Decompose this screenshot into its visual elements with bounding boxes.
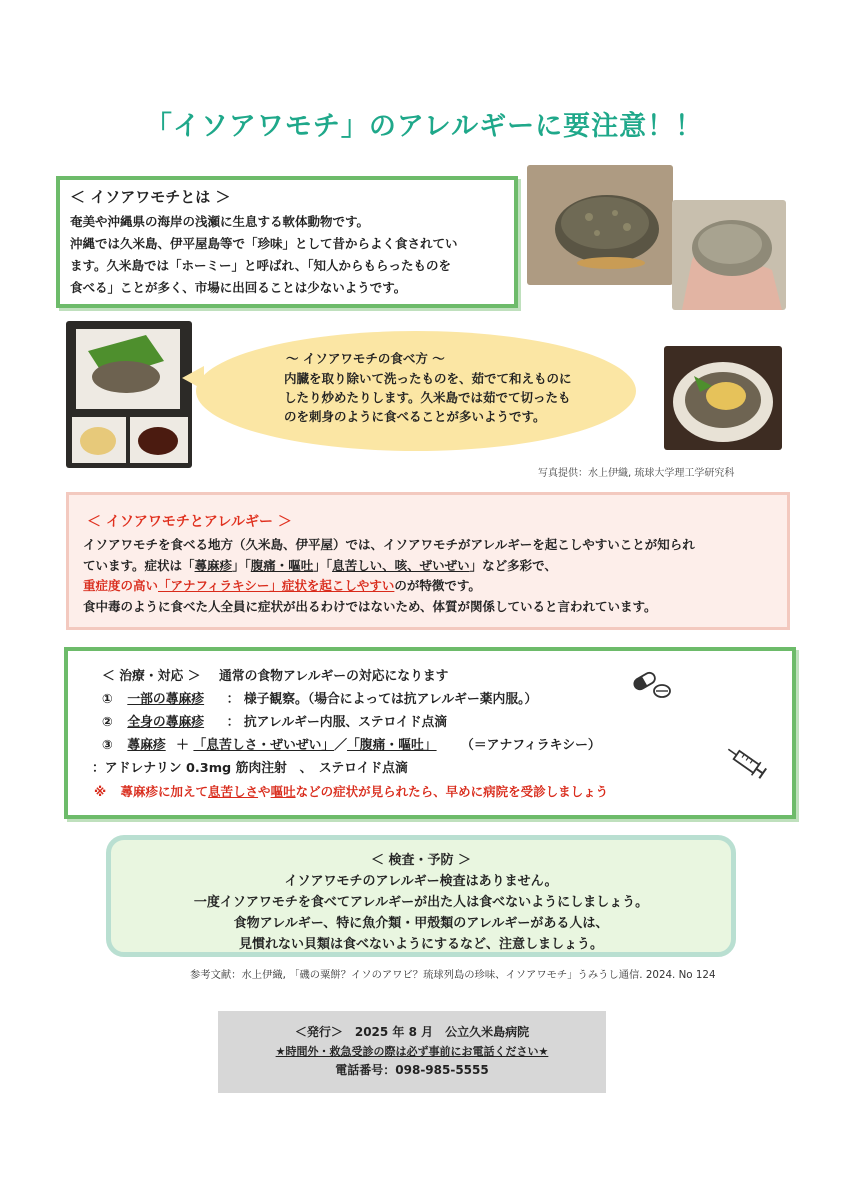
about-line: 食べる」ことが多く、市場に出回ることは少ないようです。 — [70, 280, 407, 295]
sea-slug-photo — [527, 165, 673, 285]
plus-sign: ＋ — [176, 738, 189, 753]
about-section — [56, 176, 518, 308]
treatment-item-anaphylaxis — [102, 734, 780, 757]
eating-section — [284, 349, 634, 426]
item-label: 一部の蕁麻疹 — [127, 692, 205, 707]
allergy-severity-line — [83, 576, 773, 597]
warning-text: 嘔吐 — [270, 784, 296, 799]
item-number: ③ — [102, 738, 113, 753]
photo-credit: 写真提供：水上伊織, 琉球大学理工学研究科 — [538, 468, 735, 479]
page-title: 「イソアワモチ」のアレルギーに要注意！！ — [144, 111, 704, 142]
treatment-item — [102, 688, 780, 711]
text-span: 」「 — [232, 557, 251, 573]
item-label: 蕁麻疹 — [127, 738, 166, 753]
about-line: 奄美や沖縄県の海岸の浅瀬に生息する軟体動物です。 — [70, 214, 370, 229]
treatment-note: 通常の食物アレルギーの対応になります — [218, 669, 449, 684]
prevention-line: 食物アレルギー、特に魚介類・甲殻類のアレルギーがある人は、 — [233, 916, 609, 931]
severity-text: 重症度の高い — [83, 578, 159, 593]
anaphylaxis-text: 「アナフィラキシー」症状を起こしやすい — [158, 578, 395, 593]
pill-icon — [632, 670, 672, 700]
item-label: 「腹痛・嘔吐」 — [347, 738, 437, 753]
text-span: 」など多彩で、 — [469, 557, 557, 573]
warning-line — [94, 780, 780, 803]
prevention-heading: ＜ 検査・予防 ＞ — [370, 853, 472, 868]
sea-slug-hand-photo — [672, 200, 786, 310]
warning-text: 蕁麻疹に加えて — [120, 784, 209, 799]
reference: 参考文献：水上伊織, 「磯の粟餅？イソのアワビ？琉球列島の珍味、イソアワモチ」うみうし通信. 2024. No 124 — [190, 969, 716, 981]
call-notice: ★時間外・救急受診の際は必ず事前にお電話ください★ — [275, 1045, 549, 1058]
item-number: ② — [102, 715, 113, 730]
about-line: 沖縄では久米島、伊平屋島等で「珍味」として昔からよく食されてい — [70, 236, 458, 251]
prevention-line: 一度イソアワモチを食べてアレルギーが出た人は食べないようにしましょう。 — [193, 895, 649, 910]
prevention-line: 見慣れない貝類は食べないようにするなど、注意しましょう。 — [238, 937, 603, 952]
item-text: 抗アレルギー内服、ステロイド点滴 — [243, 715, 448, 730]
text-span: のが特徴です。 — [394, 578, 481, 593]
symptom-abdominal: 腹痛・嘔吐 — [250, 557, 314, 573]
symptom-hives: 蕁麻疹 — [194, 557, 233, 573]
slash: ／ — [334, 738, 347, 753]
treatment-heading: ＜ 治療・対応 ＞ — [102, 669, 201, 684]
item-sep: ： — [226, 692, 240, 707]
allergy-symptoms-line — [83, 556, 773, 577]
publisher-footer — [218, 1011, 606, 1093]
about-line: ます。久米島では「ホーミー」と呼ばれ、「知人からもらったものを — [70, 258, 452, 273]
warning-text: 息苦しさ — [208, 784, 259, 799]
bowl-photo — [664, 346, 782, 450]
warning-text: などの症状が見られたら、早めに病院を受診しましょう — [295, 784, 609, 799]
treatment-detail: ：アドレナリン 0.3mg 筋肉注射 、 ステロイド点滴 — [92, 761, 408, 776]
item-label: 全身の蕁麻疹 — [127, 715, 205, 730]
treatment-header-row — [102, 665, 780, 688]
issue-info: ＜発行＞ 2025 年 8 月 公立久米島病院 — [294, 1025, 530, 1039]
treatment-section — [64, 647, 796, 819]
phone-number: 電話番号：098-985-5555 — [335, 1063, 489, 1077]
treatment-item — [102, 711, 780, 734]
eating-heading: ～ イソアワモチの食べ方 ～ — [286, 351, 445, 366]
dish-photo — [66, 321, 192, 468]
warning-text: や — [258, 784, 271, 799]
allergy-section — [66, 492, 790, 630]
item-text: 様子観察。（場合によっては抗アレルギー薬内服。） — [243, 692, 538, 707]
warning-mark: ※ — [94, 784, 107, 799]
text-span: ています。症状は「 — [83, 557, 195, 573]
eating-line: のを刺身のように食べることが多いようです。 — [284, 409, 546, 424]
allergy-line: 食中毒のように食べた人全員に症状が出るわけではないため、体質が関係していると言われています。 — [83, 598, 657, 614]
about-heading: ＜ イソアワモチとは ＞ — [70, 188, 231, 206]
syringe-icon — [724, 742, 772, 784]
eating-line: したり炒めたりします。久米島では茹でて切ったも — [284, 390, 571, 405]
prevention-line: イソアワモチのアレルギー検査はありません。 — [284, 874, 558, 889]
symptom-breathing: 息苦しい、咳、ぜいぜい — [332, 557, 470, 573]
allergy-line: イソアワモチを食べる地方（久米島、伊平屋）では、イソアワモチがアレルギーを起こしやすいことが知られ — [83, 537, 695, 552]
item-label: 「息苦しさ・ぜいぜい」 — [193, 738, 335, 753]
item-sep: ： — [226, 715, 240, 730]
item-number: ① — [102, 692, 113, 707]
prevention-section — [106, 835, 736, 957]
text-span: 」「 — [313, 557, 333, 573]
anaphylaxis-note: （＝アナフィラキシー） — [461, 738, 601, 753]
allergy-heading: ＜ イソアワモチとアレルギー ＞ — [87, 514, 292, 530]
eating-line: 内臓を取り除いて洗ったものを、茹でて和えものに — [284, 371, 572, 386]
